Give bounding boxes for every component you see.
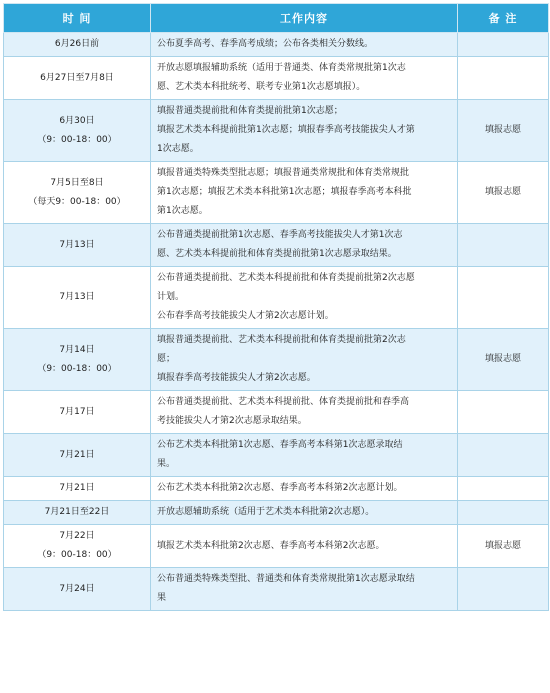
note-cell bbox=[458, 267, 549, 329]
table-row bbox=[4, 501, 549, 525]
note-cell bbox=[458, 501, 549, 525]
content-text: 第1次志愿。 bbox=[157, 206, 208, 216]
time-cell bbox=[4, 391, 151, 434]
time-text: （9：00-18：00） bbox=[37, 363, 117, 374]
time-cell bbox=[4, 224, 151, 267]
note-cell bbox=[458, 477, 549, 501]
time-text: 6月26日前 bbox=[54, 39, 100, 49]
content-cell bbox=[151, 501, 458, 525]
time-cell bbox=[4, 33, 151, 57]
time-cell bbox=[4, 477, 151, 501]
content-text: 开放志愿辅助系统（适用于艺术类本科批第2次志愿）。 bbox=[157, 507, 375, 517]
time-text: （9：00-18：00） bbox=[37, 134, 117, 145]
content-text: 果 bbox=[157, 593, 167, 603]
time-text: 7月13日 bbox=[59, 292, 95, 302]
content-text: 公布春季高考技能拔尖人才第2次志愿计划。 bbox=[157, 311, 334, 321]
time-cell bbox=[4, 434, 151, 477]
content-text: 计划。 bbox=[157, 292, 185, 302]
table-row bbox=[4, 434, 549, 477]
header-content: 工作内容 bbox=[151, 4, 458, 33]
time-text: 7月21日 bbox=[59, 449, 95, 460]
table-row bbox=[4, 568, 549, 611]
table-body bbox=[4, 33, 549, 611]
time-cell bbox=[4, 57, 151, 100]
content-text: 果。 bbox=[157, 459, 176, 469]
content-cell bbox=[151, 329, 458, 391]
table-row bbox=[4, 100, 549, 162]
content-cell bbox=[151, 100, 458, 162]
note-cell bbox=[458, 434, 549, 477]
table-row bbox=[4, 57, 549, 100]
content-text: 愿、艺术类本科提前批和体育类提前批第1次志愿录取结果。 bbox=[157, 249, 397, 259]
content-text: 填报普通类特殊类型批志愿；填报普通类常规批和体育类常规批 bbox=[157, 168, 410, 178]
time-cell bbox=[4, 267, 151, 329]
time-text: （每天9：00-18：00） bbox=[28, 196, 126, 207]
table-header-row bbox=[4, 4, 549, 33]
content-text: 公布艺术类本科批第2次志愿、春季高考本科第2次志愿计划。 bbox=[157, 483, 403, 493]
table-row bbox=[4, 525, 549, 568]
content-cell bbox=[151, 525, 458, 568]
content-cell bbox=[151, 434, 458, 477]
content-text: 公布普通类提前批第1次志愿、春季高考技能拔尖人才第1次志 bbox=[157, 230, 403, 240]
content-text: 公布普通类特殊类型批、普通类和体育类常规批第1次志愿录取结 bbox=[157, 574, 415, 584]
content-cell bbox=[151, 162, 458, 224]
time-text: 7月5日至8日 bbox=[50, 177, 104, 188]
note-cell: 填报志愿 bbox=[458, 329, 549, 391]
time-text: 6月30日 bbox=[59, 115, 95, 126]
content-text: 填报普通类提前批、艺术类本科提前批和体育类提前批第2次志 bbox=[157, 335, 406, 345]
time-text: 7月14日 bbox=[59, 344, 95, 355]
content-cell bbox=[151, 391, 458, 434]
content-cell bbox=[151, 224, 458, 267]
note-cell: 填报志愿 bbox=[458, 162, 549, 224]
admission-schedule-table bbox=[3, 3, 549, 611]
content-text: 填报艺术类本科批第2次志愿、春季高考本科第2次志愿。 bbox=[157, 540, 385, 551]
header-time: 时 间 bbox=[4, 4, 151, 33]
content-text: 第1次志愿；填报艺术类本科批第1次志愿；填报春季高考本科批 bbox=[157, 187, 412, 197]
content-text: 公布夏季高考、春季高考成绩；公布各类相关分数线。 bbox=[157, 39, 374, 49]
time-text: 7月22日 bbox=[59, 531, 95, 541]
note-cell bbox=[458, 568, 549, 611]
content-cell bbox=[151, 568, 458, 611]
table-row bbox=[4, 477, 549, 501]
content-text: 愿； bbox=[157, 354, 176, 364]
note-cell bbox=[458, 33, 549, 57]
note-cell bbox=[458, 57, 549, 100]
table-row bbox=[4, 224, 549, 267]
content-cell bbox=[151, 57, 458, 100]
content-text: 愿、艺术类本科批统考、联考专业第1次志愿填报）。 bbox=[157, 82, 366, 92]
content-text: 公布普通类提前批、艺术类本科提前批和体育类提前批第2次志愿 bbox=[157, 273, 415, 283]
time-cell bbox=[4, 162, 151, 224]
time-text: 6月27日至7月8日 bbox=[40, 72, 114, 83]
time-text: 7月17日 bbox=[59, 406, 95, 417]
note-cell bbox=[458, 391, 549, 434]
time-text: 7月13日 bbox=[59, 239, 95, 250]
content-cell bbox=[151, 267, 458, 329]
table-row bbox=[4, 329, 549, 391]
content-text: 填报艺术类本科提前批第1次志愿；填报春季高考技能拔尖人才第 bbox=[157, 125, 415, 135]
table-row bbox=[4, 391, 549, 434]
content-text: 开放志愿填报辅助系统（适用于普通类、体育类常规批第1次志 bbox=[157, 63, 406, 73]
content-cell bbox=[151, 33, 458, 57]
time-cell bbox=[4, 329, 151, 391]
time-text: 7月21日 bbox=[59, 483, 95, 493]
table-row bbox=[4, 267, 549, 329]
content-text: 填报春季高考技能拔尖人才第2次志愿。 bbox=[157, 373, 316, 383]
content-text: 公布普通类提前批、艺术类本科提前批、体育类提前批和春季高 bbox=[157, 397, 410, 407]
time-text: 7月21日至22日 bbox=[44, 507, 110, 517]
content-text: 填报普通类提前批和体育类提前批第1次志愿； bbox=[157, 106, 343, 116]
note-cell: 填报志愿 bbox=[458, 100, 549, 162]
time-cell bbox=[4, 568, 151, 611]
table-row bbox=[4, 33, 549, 57]
time-text: （9：00-18：00） bbox=[37, 550, 117, 560]
header-note: 备 注 bbox=[458, 4, 549, 33]
content-text: 1次志愿。 bbox=[157, 144, 199, 154]
content-cell bbox=[151, 477, 458, 501]
table-row bbox=[4, 162, 549, 224]
time-cell bbox=[4, 100, 151, 162]
content-text: 考技能拔尖人才第2次志愿录取结果。 bbox=[157, 416, 307, 426]
note-cell: 填报志愿 bbox=[458, 525, 549, 568]
note-cell bbox=[458, 224, 549, 267]
content-text: 公布艺术类本科批第1次志愿、春季高考本科第1次志愿录取结 bbox=[157, 440, 403, 450]
time-cell bbox=[4, 525, 151, 568]
time-cell bbox=[4, 501, 151, 525]
time-text: 7月24日 bbox=[59, 583, 95, 594]
